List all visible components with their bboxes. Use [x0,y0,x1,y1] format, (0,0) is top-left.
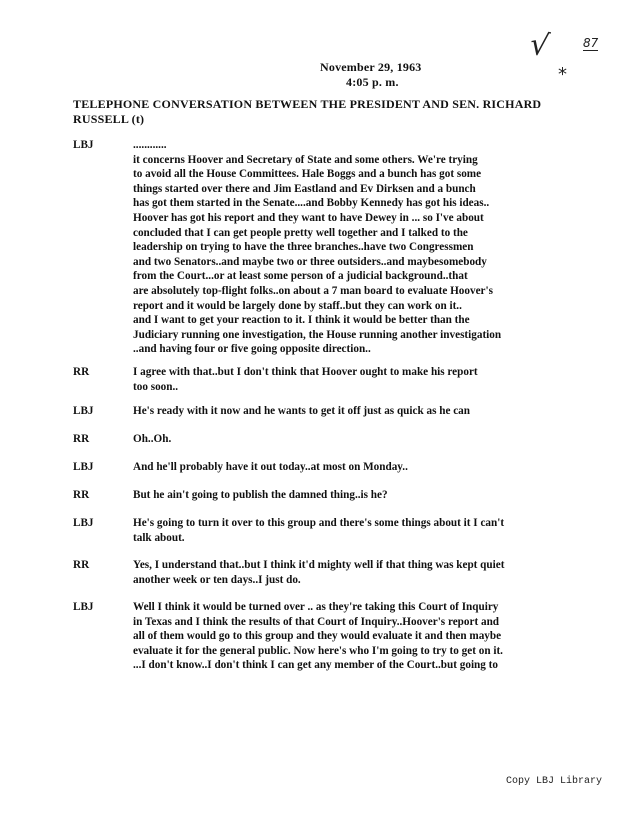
date-block [320,60,422,90]
speech-text [133,432,599,447]
text-line: report and it would be largely done by staff..but they can work on it.. [133,299,462,312]
speech-text [133,516,599,545]
text-line: He's going to turn it over to this group and there's some things about it I can't [133,517,505,529]
text-line: are absolutely top-flight folks..on about a 7 man board to evaluate Hoover's [133,284,493,297]
text-line: He's ready with it now and he wants to get it off just as quick as he can [133,405,470,417]
text-line: in Texas and I think the results of that Court of Inquiry..Hoover's report and [133,615,500,628]
date-line: November 29, 1963 [320,60,422,74]
speaker-label: RR [73,433,90,445]
text-line: too soon.. [133,380,179,393]
speaker-label: LBJ [73,461,94,473]
speech-text [133,488,599,503]
text-line: I agree with that..but I don't think that Hoover ought to make his report [133,366,478,378]
handwritten-check-mark: √ [527,26,552,65]
text-line: all of them would go to this group and they would evaluate it and then maybe [133,630,502,643]
speech-text [133,600,599,673]
speaker-label: RR [73,489,90,501]
document-title [73,97,593,127]
text-line: And he'll probably have it out today..at most on Monday.. [133,461,408,473]
speaker-label: RR [73,366,90,378]
text-line: But he ain't going to publish the damned thing..is he? [133,489,388,501]
text-line: ..and having four or five going opposite direction.. [133,343,371,356]
text-line: ...I don't know..I don't think I can get any member of the Court..but going to [133,659,498,672]
text-line: another week or ten days..I just do. [133,573,301,586]
time-line: 4:05 p. m. [346,75,399,89]
speech-text [133,460,599,475]
speech-text [133,365,599,394]
speaker-label: LBJ [73,139,94,151]
text-line: Oh..Oh. [133,433,172,445]
text-line: Well I think it would be turned over .. as they're taking this Court of Inquiry [133,601,499,613]
title-line: TELEPHONE CONVERSATION BETWEEN THE PRESIDENT AND SEN. RICHARD [73,97,542,111]
speech-text [133,404,599,419]
text-line: things started over there and Jim Eastland and Ev Dirksen and a bunch [133,182,476,195]
text-line: concluded that I can get people pretty well together and I talked to the [133,226,468,239]
text-line: evaluate it for the general public. Now here's who I'm going to try to get on it. [133,644,503,657]
text-line: it concerns Hoover and Secretary of State and some others. We're trying [133,153,478,166]
speech-text [133,138,599,357]
text-line: and I want to get your reaction to it. I think it would be better than the [133,314,470,327]
speaker-label: RR [73,559,90,571]
text-line: and two Senators..and maybe two or three outsiders..and maybesomebody [133,255,487,268]
text-line: Judiciary running one investigation, the House running another investigation [133,328,502,341]
speech-text [133,558,599,587]
text-line: Yes, I understand that..but I think it'd mighty well if that thing was kept quiet [133,559,505,571]
speaker-label: LBJ [73,405,94,417]
text-line: from the Court...or at least some person of a judicial background..that [133,270,468,283]
text-line: ............ [133,139,167,151]
text-line: talk about. [133,531,185,544]
text-line: to avoid all the House Committees. Hale Boggs and a bunch has got some [133,168,482,181]
title-line: RUSSELL (t) [73,112,145,126]
text-line: leadership on trying to have the three branches..have two Congressmen [133,241,474,254]
handwritten-star-mark: * [558,64,567,85]
handwritten-page-number: 87 [583,36,599,50]
text-line: Hoover has got his report and they want to have Dewey in ... so I've about [133,211,484,224]
library-copy-stamp: Copy LBJ Library [506,776,603,787]
text-line: has got them started in the Senate....and Bobby Kennedy has got his ideas.. [133,197,490,210]
speaker-label: LBJ [73,517,94,529]
speaker-label: LBJ [73,601,94,613]
